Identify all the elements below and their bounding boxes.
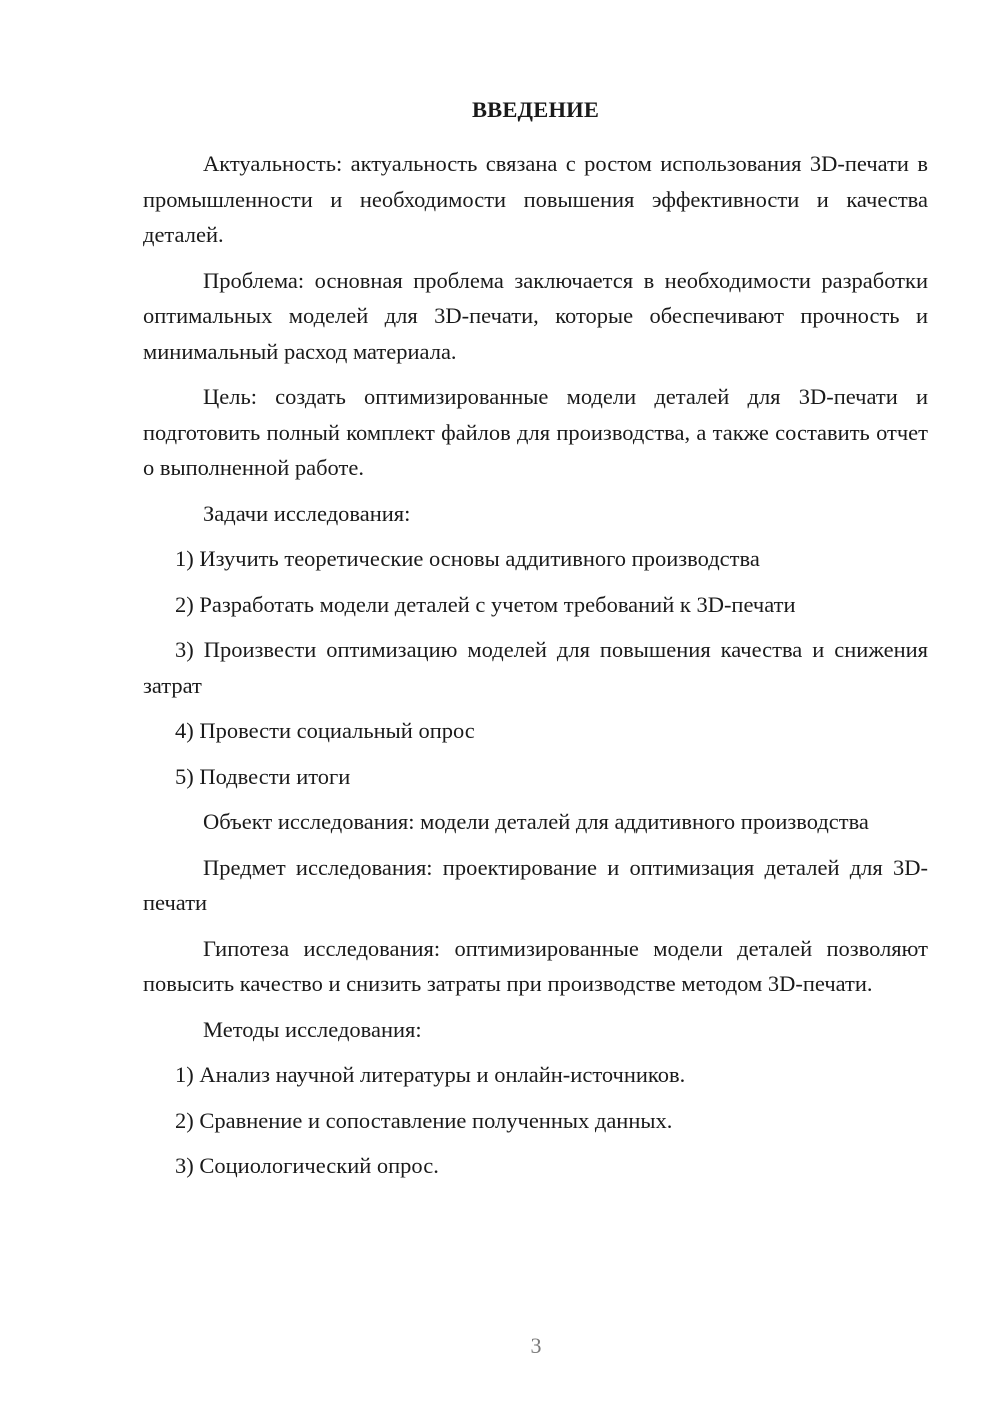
method-item: 2) Сравнение и сопоставление полученных данных.	[175, 1107, 673, 1133]
object-paragraph: Объект исследования: модели деталей для аддитивного производства	[203, 809, 869, 834]
method-item: 3) Социологический опрос.	[175, 1153, 439, 1178]
task-item: 3) Произвести оптимизацию моделей для повышения качества и снижения затрат	[143, 637, 928, 698]
subject-paragraph: Предмет исследования: проектирование и оптимизация деталей для 3D-печати	[143, 854, 928, 915]
methods-heading: Методы исследования:	[203, 1016, 422, 1042]
task-item: 5) Подвести итоги	[175, 763, 351, 789]
problem-paragraph: Проблема: основная проблема заключается в необходимости разработки оптимальных моделей для 3D-печати, которые обеспечивают прочность и минимальный расход материала.	[143, 267, 928, 364]
tasks-heading: Задачи исследования:	[203, 500, 411, 526]
relevance-paragraph: Актуальность: актуальность связана с ростом использования 3D-печати в промышленности и необходимости повышения эффективности и качества деталей.	[143, 151, 928, 247]
section-title: ВВЕДЕНИЕ	[471, 97, 600, 122]
page-content	[143, 92, 928, 1194]
task-item: 1) Изучить теоретические основы аддитивного производства	[175, 546, 760, 571]
task-item: 2) Разработать модели деталей с учетом требований к 3D-печати	[175, 591, 796, 617]
method-item: 1) Анализ научной литературы и онлайн-источников.	[175, 1062, 686, 1087]
task-item: 4) Провести социальный опрос	[175, 718, 475, 743]
page-number: 3	[530, 1333, 542, 1358]
goal-paragraph: Цель: создать оптимизированные модели деталей для 3D-печати и подготовить полный комплект файлов для производства, а также составить отчет о выполненной работе.	[143, 384, 928, 480]
hypothesis-paragraph: Гипотеза исследования: оптимизированные модели деталей позволяют повысить качество и снизить затраты при производстве методом 3D-печати.	[143, 935, 928, 996]
